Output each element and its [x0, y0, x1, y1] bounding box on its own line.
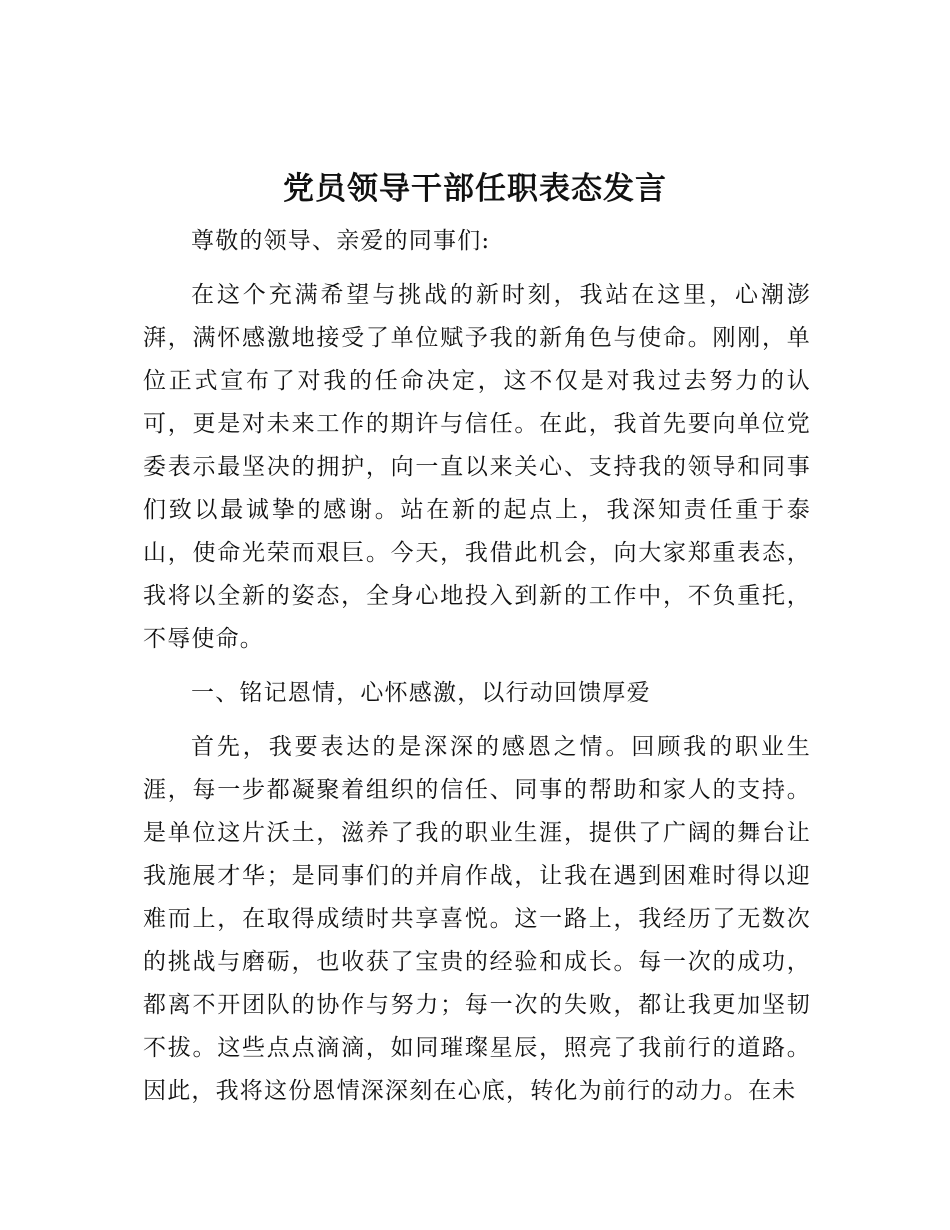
document-body	[143, 220, 811, 1113]
paragraph-intro: 在这个充满希望与挑战的新时刻，我站在这里，心潮澎湃，满怀感激地接受了单位赋予我的新角色与使命。刚刚，单位正式宣布了对我的任命决定，这不仅是对我过去努力的认可，更是对未来工作的期许与信任。在此，我首先要向单位党委表示最坚决的拥护，向一直以来关心、支持我的领导和同事们致以最诚挚的感谢。站在新的起点上，我深知责任重于泰山，使命光荣而艰巨。今天，我借此机会，向大家郑重表态，我将以全新的姿态，全身心地投入到新的工作中，不负重托，不辱使命。	[143, 282, 811, 652]
greeting-line: 尊敬的领导、亲爱的同事们:	[191, 228, 491, 254]
section-heading-1: 一、铭记恩情，心怀感激，以行动回馈厚爱	[191, 680, 651, 706]
paragraph-gratitude: 首先，我要表达的是深深的感恩之情。回顾我的职业生涯，每一步都凝聚着组织的信任、同事的帮助和家人的支持。是单位这片沃土，滋养了我的职业生涯，提供了广阔的舞台让我施展才华；是同事们的并肩作战，让我在遇到困难时得以迎难而上，在取得成绩时共享喜悦。这一路上，我经历了无数次的挑战与磨砺，也收获了宝贵的经验和成长。每一次的成功，都离不开团队的协作与努力；每一次的失败，都让我更加坚韧不拔。这些点点滴滴，如同璀璨星辰，照亮了我前行的道路。因此，我将这份恩情深深刻在心底，转化为前行的动力。在未	[143, 734, 811, 1104]
page-title: 党员领导干部任职表态发言	[283, 171, 667, 207]
